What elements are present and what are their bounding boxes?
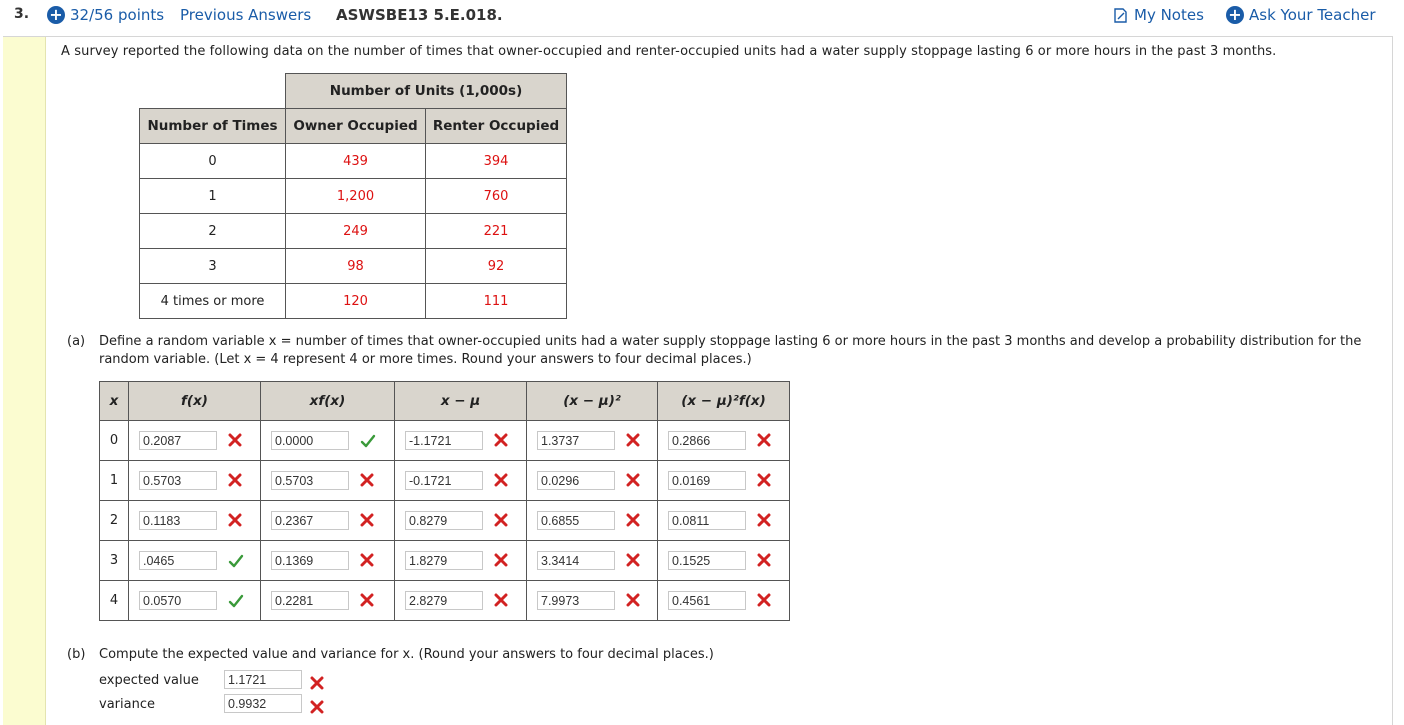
answer-input[interactable]: 0.6855 [537, 511, 615, 530]
table-row [140, 249, 567, 284]
answer-cell [129, 501, 261, 541]
answer-wrapper [658, 471, 789, 490]
answer-cell [261, 501, 395, 541]
wrong-x-icon [360, 593, 376, 609]
answer-input[interactable]: 3.3414 [537, 551, 615, 570]
answer-cell [395, 421, 527, 461]
answer-input[interactable]: 0.1183 [139, 511, 217, 530]
answer-input[interactable]: 7.9973 [537, 591, 615, 610]
answer-cell [129, 421, 261, 461]
answer-cell [261, 541, 395, 581]
answer-input[interactable]: -0.1721 [405, 471, 483, 490]
answer-input[interactable]: 0.8279 [405, 511, 483, 530]
question-number: 3. [14, 6, 30, 22]
table-row [100, 541, 790, 581]
question-code: ASWSBE13 5.E.018. [336, 6, 503, 24]
x-value: 4 [100, 581, 129, 621]
answer-input[interactable]: 0.2367 [271, 511, 349, 530]
expected-value-label: expected value [99, 673, 199, 688]
part-b-text: Compute the expected value and variance for x. (Round your answers to four decimal places.) [99, 647, 714, 662]
wrong-x-icon [360, 473, 376, 489]
expected-value-input[interactable]: 1.1721 [224, 670, 302, 689]
answer-cell [395, 581, 527, 621]
answer-input[interactable]: 0.1369 [271, 551, 349, 570]
table-row [100, 421, 790, 461]
answer-cell [527, 581, 658, 621]
answer-cell [658, 541, 790, 581]
answer-input[interactable]: 0.2281 [271, 591, 349, 610]
answer-input[interactable]: 1.3737 [537, 431, 615, 450]
answer-input[interactable]: 0.0570 [139, 591, 217, 610]
col-header-owner: Owner Occupied [286, 109, 426, 144]
wrong-x-icon [360, 513, 376, 529]
table-corner [140, 74, 286, 109]
answer-wrapper [395, 431, 526, 450]
answer-wrapper [129, 431, 260, 450]
wrong-x-icon [757, 473, 773, 489]
answer-wrapper [261, 471, 394, 490]
table-row [140, 284, 567, 319]
cell-times: 0 [140, 144, 286, 179]
wrong-x-icon [494, 433, 510, 449]
answer-wrapper [261, 551, 394, 570]
answer-wrapper [527, 471, 657, 490]
answer-cell [527, 501, 658, 541]
answer-cell [395, 461, 527, 501]
answer-wrapper [129, 471, 260, 490]
answer-input[interactable]: 0.0296 [537, 471, 615, 490]
frame-border [1392, 36, 1393, 725]
left-question-bar [3, 37, 46, 725]
correct-check-icon [360, 433, 376, 449]
answer-wrapper [527, 551, 657, 570]
table-row [100, 501, 790, 541]
answer-wrapper [129, 551, 260, 570]
answer-input[interactable]: -1.1721 [405, 431, 483, 450]
part-a-text: Define a random variable x = number of times that owner-occupied units had a water supply stoppage lasting 6 or more hours in the past 3 months and develop a probability distribution for the random variable. (Let x = 4 represent 4 or more times. Round your answers to four decimal places.) [99, 334, 1362, 367]
table-row [100, 581, 790, 621]
header-x: x [100, 382, 129, 421]
answer-input[interactable]: .0465 [139, 551, 217, 570]
my-notes-link[interactable] [1113, 6, 1204, 24]
header-sq: (x − μ)² [527, 382, 658, 421]
expected-value-wrong-icon [310, 675, 324, 694]
points-link[interactable] [47, 6, 164, 24]
variance-input[interactable]: 0.9932 [224, 694, 302, 713]
answer-wrapper [658, 431, 789, 450]
answer-wrapper [129, 591, 260, 610]
wrong-x-icon [626, 513, 642, 529]
cell-renter: 394 [426, 144, 567, 179]
answer-input[interactable]: 0.4561 [668, 591, 746, 610]
x-value: 2 [100, 501, 129, 541]
header-sq-fx: (x − μ)²f(x) [658, 382, 790, 421]
correct-check-icon [228, 593, 244, 609]
answer-cell [129, 541, 261, 581]
answer-input[interactable]: 0.5703 [271, 471, 349, 490]
notes-icon [1113, 8, 1128, 23]
answer-wrapper [395, 591, 526, 610]
wrong-x-icon [228, 473, 244, 489]
answer-wrapper [261, 431, 394, 450]
wrong-x-icon [757, 593, 773, 609]
x-value: 3 [100, 541, 129, 581]
correct-check-icon [228, 553, 244, 569]
cell-times: 4 times or more [140, 284, 286, 319]
my-notes-label: My Notes [1134, 6, 1204, 24]
answer-cell [658, 461, 790, 501]
answer-input[interactable]: 0.0000 [271, 431, 349, 450]
answer-input[interactable]: 0.0169 [668, 471, 746, 490]
answer-input[interactable]: 0.2866 [668, 431, 746, 450]
answer-wrapper [527, 591, 657, 610]
answer-wrapper [395, 471, 526, 490]
cell-renter: 111 [426, 284, 567, 319]
answer-cell [395, 541, 527, 581]
col-header-renter: Renter Occupied [426, 109, 567, 144]
answer-wrapper [261, 591, 394, 610]
answer-cell [261, 421, 395, 461]
answer-cell [658, 581, 790, 621]
wrong-x-icon [360, 553, 376, 569]
cell-owner: 98 [286, 249, 426, 284]
table-row [140, 144, 567, 179]
wrong-x-icon [626, 593, 642, 609]
answer-cell [527, 541, 658, 581]
answer-cell [261, 581, 395, 621]
answer-input[interactable]: 0.2087 [139, 431, 217, 450]
answer-wrapper [658, 511, 789, 530]
wrong-x-icon [494, 553, 510, 569]
wrong-x-icon [757, 513, 773, 529]
cell-renter: 92 [426, 249, 567, 284]
answer-input[interactable]: 1.8279 [405, 551, 483, 570]
wrong-x-icon [228, 513, 244, 529]
col-header-times: Number of Times [140, 109, 286, 144]
wrong-x-icon [757, 433, 773, 449]
wrong-x-icon [494, 513, 510, 529]
header-fx: f(x) [129, 382, 261, 421]
wrong-x-icon [626, 553, 642, 569]
ask-teacher-label: Ask Your Teacher [1249, 6, 1376, 24]
wrong-x-icon [626, 473, 642, 489]
answer-wrapper [527, 511, 657, 530]
answer-input[interactable]: 0.0811 [668, 511, 746, 530]
answer-cell [527, 461, 658, 501]
answer-cell [658, 421, 790, 461]
wrong-x-icon [494, 593, 510, 609]
table-row [100, 461, 790, 501]
answer-cell [129, 581, 261, 621]
cell-owner: 249 [286, 214, 426, 249]
cell-owner: 120 [286, 284, 426, 319]
part-a-label: (a) [67, 334, 86, 349]
answer-cell [658, 501, 790, 541]
wrong-x-icon [757, 553, 773, 569]
cell-times: 2 [140, 214, 286, 249]
answer-wrapper [658, 591, 789, 610]
previous-answers-link[interactable]: Previous Answers [180, 6, 312, 24]
header-xfx: xf(x) [261, 382, 395, 421]
x-value: 0 [100, 421, 129, 461]
answer-cell [527, 421, 658, 461]
variance-wrong-icon [310, 699, 324, 718]
cell-times: 3 [140, 249, 286, 284]
x-value: 1 [100, 461, 129, 501]
plus-circle-icon: + [1226, 6, 1244, 24]
cell-renter: 760 [426, 179, 567, 214]
answer-wrapper [261, 511, 394, 530]
cell-times: 1 [140, 179, 286, 214]
ask-teacher-link[interactable] [1226, 6, 1376, 24]
part-b-label: (b) [67, 647, 86, 662]
answer-cell [261, 461, 395, 501]
table-row [140, 179, 567, 214]
cell-owner: 1,200 [286, 179, 426, 214]
answer-wrapper [658, 551, 789, 570]
question-header [0, 0, 1404, 30]
table-row [140, 214, 567, 249]
answer-input[interactable]: 0.5703 [139, 471, 217, 490]
question-intro: A survey reported the following data on the number of times that owner-occupied and renter-occupied units had a water supply stoppage lasting 6 or more hours in the past 3 months. [61, 44, 1277, 59]
answer-wrapper [129, 511, 260, 530]
answer-input[interactable]: 2.8279 [405, 591, 483, 610]
cell-owner: 439 [286, 144, 426, 179]
probability-distribution-table [99, 381, 790, 621]
cell-renter: 221 [426, 214, 567, 249]
answer-wrapper [395, 551, 526, 570]
wrong-x-icon [228, 433, 244, 449]
answer-wrapper [527, 431, 657, 450]
answer-cell [395, 501, 527, 541]
answer-input[interactable]: 0.1525 [668, 551, 746, 570]
wrong-x-icon [494, 473, 510, 489]
answer-cell [129, 461, 261, 501]
wrong-x-icon [626, 433, 642, 449]
survey-data-table [139, 73, 567, 319]
variance-label: variance [99, 697, 155, 712]
group-header: Number of Units (1,000s) [286, 74, 567, 109]
header-x-minus-mu: x − μ [395, 382, 527, 421]
frame-divider [3, 36, 1393, 37]
answer-wrapper [395, 511, 526, 530]
points-label: 32/56 points [70, 6, 165, 24]
plus-circle-icon: + [47, 6, 65, 24]
